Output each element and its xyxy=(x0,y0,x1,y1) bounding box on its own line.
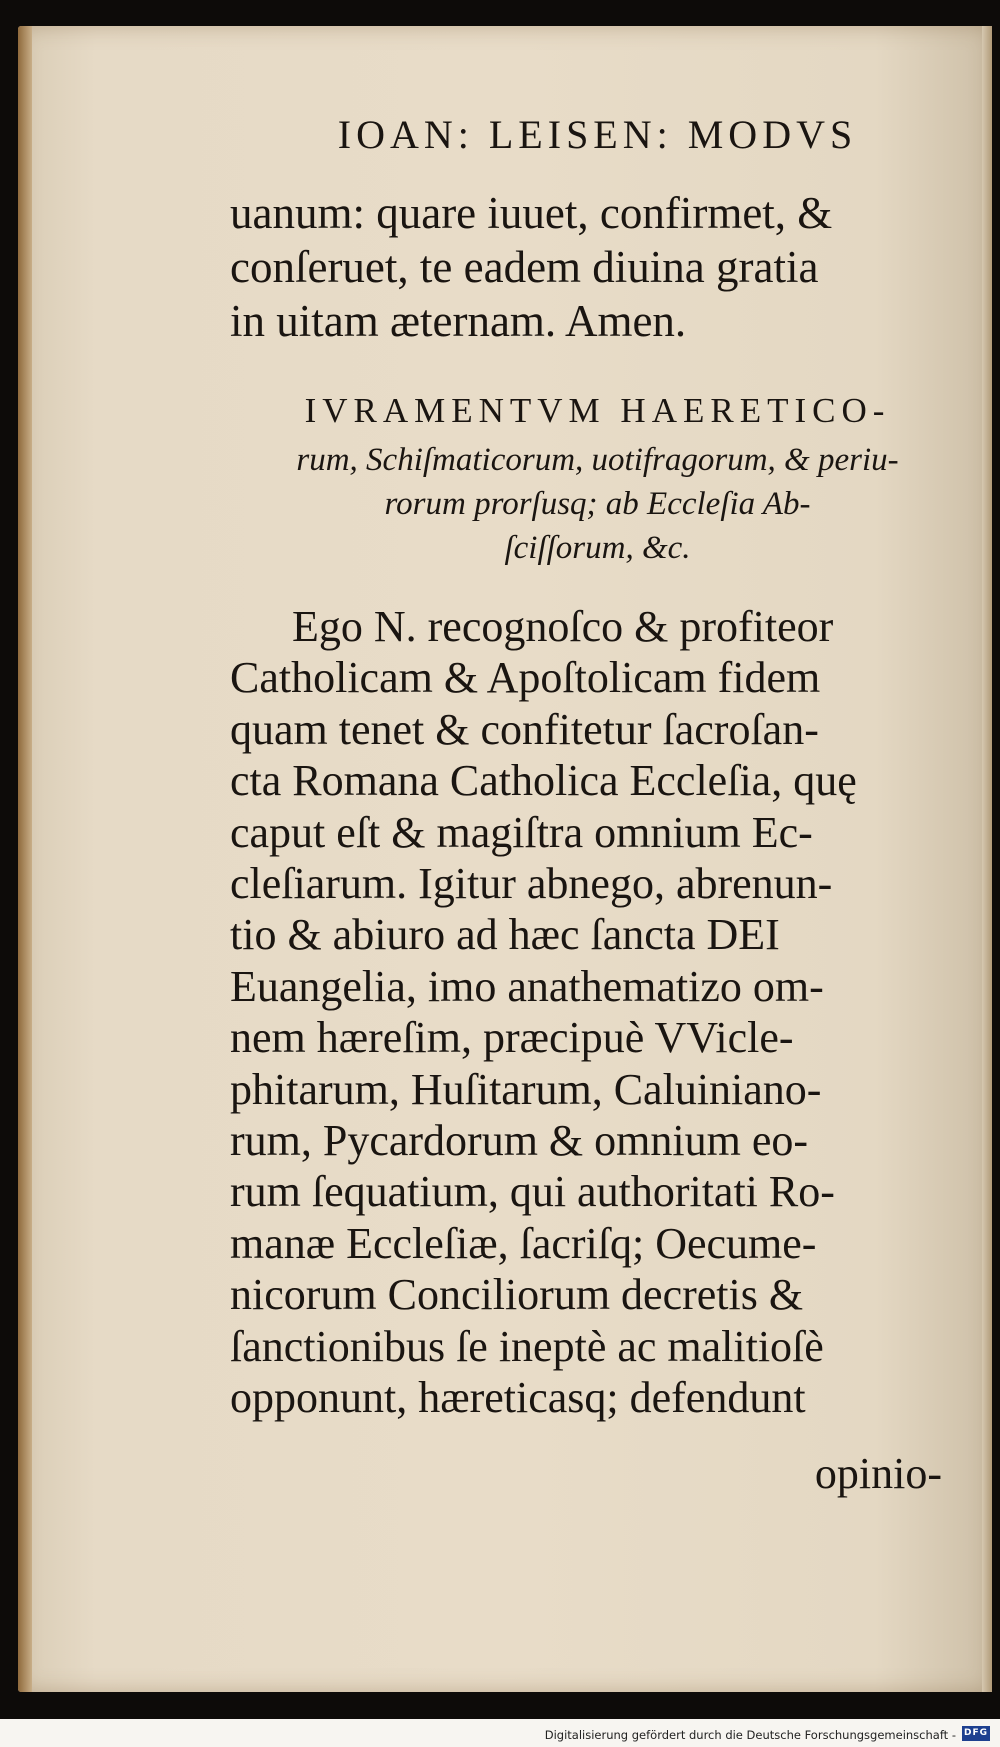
text-line: cta Romana Catholica Eccleſia, quę xyxy=(230,756,857,806)
subheading-line: rorum prorſusq; ab Eccleſia Ab- xyxy=(384,486,811,522)
oath-heading: IVRAMENTVM HAERETICO- xyxy=(304,391,891,430)
text-line: cleſiarum. Igitur abnego, abrenun- xyxy=(230,859,833,909)
text-line: in uitam æternam. Amen. xyxy=(230,296,687,346)
footer-bar xyxy=(0,1719,1000,1747)
text-line: uanum: quare iuuet, confirmet, & xyxy=(230,188,833,238)
text-line: opponunt, hæreticasq; defendunt xyxy=(230,1373,806,1423)
text-line: Ego N. recognoſco & profiteor xyxy=(292,602,834,651)
running-head: IOAN: LEISEN: MODVS xyxy=(337,112,858,157)
text-line: rum ſequatium, qui authoritati Ro- xyxy=(230,1167,835,1217)
catchword: opinio- xyxy=(814,1449,942,1498)
text-line: rum, Pycardorum & omnium eo- xyxy=(230,1116,809,1166)
text-line: tio & abiuro ad hæc ſancta DEI xyxy=(230,910,780,960)
text-line: Euangelia, imo anathematizo om- xyxy=(230,961,824,1011)
oath-subheading xyxy=(230,438,965,570)
text-line: Catholicam & Apoſtolicam fidem xyxy=(230,653,821,703)
book-page xyxy=(18,26,992,1692)
text-line: phitarum, Huſitarum, Caluiniano- xyxy=(230,1064,822,1114)
text-line: nicorum Conciliorum decretis & xyxy=(230,1270,804,1320)
text-line: quam tenet & confitetur ſacroſan- xyxy=(230,704,819,754)
text-line: conſeruet, te eadem diuina gratia xyxy=(230,242,819,292)
funding-credit: Digitalisierung gefördert durch die Deutsche Forschungsgemeinschaft - xyxy=(544,1728,956,1742)
text-line: ſanctionibus ſe ineptè ac malitioſè xyxy=(230,1321,824,1371)
text-line: caput eſt & magiſtra omnium Ec- xyxy=(230,807,813,857)
dfg-logo: DFG xyxy=(962,1726,990,1741)
subheading-line: ſciſſorum, &c. xyxy=(504,530,691,566)
text-line: nem hæreſim, præcipuè VVicle- xyxy=(230,1013,794,1063)
opening-text xyxy=(230,186,965,348)
subheading-line: rum, Schiſmaticorum, uotifragorum, & periu- xyxy=(296,442,899,478)
oath-body xyxy=(230,601,965,1424)
text-line: manæ Eccleſiæ, ſacriſq; Oecume- xyxy=(230,1218,817,1268)
